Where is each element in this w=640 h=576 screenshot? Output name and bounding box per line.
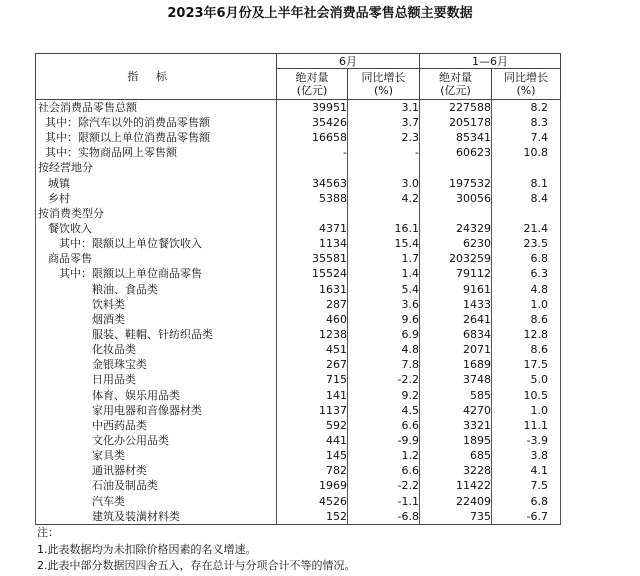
june-absolute-value: 141 [277, 388, 348, 403]
h1-yoy-value: 17.5 [492, 357, 561, 372]
h1-absolute-value: 24329 [420, 221, 492, 236]
yoy-unit: (%) [516, 84, 536, 97]
row-label: 饮料类 [36, 297, 277, 312]
table-row [36, 463, 561, 478]
h1-yoy-value: 7.5 [492, 478, 561, 493]
footnote-label: 注： [37, 526, 59, 539]
table-row [36, 297, 561, 312]
h1-yoy-value: 6.8 [492, 251, 561, 266]
absolute-label: 绝对量 [439, 71, 472, 84]
h1-yoy-value: 8.3 [492, 115, 561, 130]
h1-yoy-value: 7.4 [492, 130, 561, 145]
june-absolute-value: 460 [277, 312, 348, 327]
june-yoy-value: -9.9 [348, 433, 420, 448]
table-row [36, 509, 561, 525]
h1-absolute-value: 85341 [420, 130, 492, 145]
table-row [36, 312, 561, 327]
row-label: 烟酒类 [36, 312, 277, 327]
june-yoy-value: 3.0 [348, 176, 420, 191]
june-yoy-value: -6.8 [348, 509, 420, 525]
h1-yoy-value: -6.7 [492, 509, 561, 525]
june-yoy-value [348, 160, 420, 175]
june-yoy-value: - [348, 145, 420, 160]
table-row [36, 221, 561, 236]
h1-yoy-header [492, 69, 561, 100]
footnote-item: 1.此表数据均为未扣除价格因素的名义增速。 [37, 542, 257, 556]
h1-yoy-value: 5.0 [492, 372, 561, 387]
h1-yoy-value: 10.8 [492, 145, 561, 160]
june-yoy-value: 6.9 [348, 327, 420, 342]
h1-yoy-value: 4.8 [492, 282, 561, 297]
h1-absolute-value: 203259 [420, 251, 492, 266]
footnote-item: 2.此表中部分数据因四舍五入，存在总计与分项合计不等的情况。 [37, 559, 356, 572]
row-label: 体育、娱乐用品类 [36, 388, 277, 403]
june-yoy-value: 15.4 [348, 236, 420, 251]
june-absolute-value: 4526 [277, 494, 348, 509]
row-label: 社会消费品零售总额 [36, 100, 277, 116]
june-absolute-value: 287 [277, 297, 348, 312]
row-label: 文化办公用品类 [36, 433, 277, 448]
row-label: 金银珠宝类 [36, 357, 277, 372]
table-row [36, 130, 561, 145]
june-yoy-value: 1.4 [348, 266, 420, 281]
june-yoy-value: 3.7 [348, 115, 420, 130]
h1-yoy-value: 8.6 [492, 312, 561, 327]
june-absolute-value: 1238 [277, 327, 348, 342]
page-title: 2023年6月份及上半年社会消费品零售总额主要数据 [167, 6, 473, 21]
june-yoy-value: 9.2 [348, 388, 420, 403]
h1-absolute-value: 60623 [420, 145, 492, 160]
absolute-unit: (亿元) [296, 84, 328, 97]
h1-yoy-value: 3.8 [492, 448, 561, 463]
h1-yoy-value: 8.2 [492, 100, 561, 116]
table-row [36, 115, 561, 130]
table-row [36, 206, 561, 221]
h1-absolute-value: 227588 [420, 100, 492, 116]
h1-absolute-header [420, 69, 492, 100]
row-label: 城镇 [36, 176, 277, 191]
row-label: 其中：限额以上单位消费品零售额 [36, 130, 277, 145]
june-absolute-value: 145 [277, 448, 348, 463]
june-absolute-value: 1137 [277, 403, 348, 418]
table-row [36, 251, 561, 266]
h1-yoy-value: 8.4 [492, 191, 561, 206]
row-label: 家具类 [36, 448, 277, 463]
h1-absolute-value: 79112 [420, 266, 492, 281]
table-row [36, 266, 561, 281]
table-header [36, 54, 561, 100]
june-yoy-value: 1.2 [348, 448, 420, 463]
june-yoy-value: 7.8 [348, 357, 420, 372]
table-row [36, 388, 561, 403]
h1-absolute-value: 1433 [420, 297, 492, 312]
h1-absolute-value: 1689 [420, 357, 492, 372]
yoy-label: 同比增长 [361, 71, 406, 84]
row-label: 石油及制品类 [36, 478, 277, 493]
h1-absolute-value: 6230 [420, 236, 492, 251]
june-absolute-value: 39951 [277, 100, 348, 116]
june-absolute-value: 152 [277, 509, 348, 525]
h1-absolute-value: 3321 [420, 418, 492, 433]
june-yoy-header [348, 69, 420, 100]
table-row [36, 342, 561, 357]
june-absolute-value: 5388 [277, 191, 348, 206]
absolute-unit: (亿元) [440, 84, 471, 97]
data-table [35, 53, 561, 525]
june-yoy-value: 4.8 [348, 342, 420, 357]
absolute-label: 绝对量 [295, 71, 329, 84]
h1-absolute-value: 3748 [420, 372, 492, 387]
june-yoy-value: 3.6 [348, 297, 420, 312]
june-absolute-value: 35426 [277, 115, 348, 130]
row-label: 粮油、食品类 [36, 282, 277, 297]
table-row [36, 191, 561, 206]
h1-absolute-value: 4270 [420, 403, 492, 418]
h1-yoy-value: 8.6 [492, 342, 561, 357]
h1-absolute-value [420, 160, 492, 175]
footnotes [37, 525, 356, 575]
table-row [36, 357, 561, 372]
h1-absolute-value: 6834 [420, 327, 492, 342]
row-label: 商品零售 [36, 251, 277, 266]
june-yoy-value: 5.4 [348, 282, 420, 297]
h1-yoy-value: 10.5 [492, 388, 561, 403]
row-label: 通讯器材类 [36, 463, 277, 478]
h1-absolute-value: 11422 [420, 478, 492, 493]
h1-yoy-value: 21.4 [492, 221, 561, 236]
june-yoy-value: 1.7 [348, 251, 420, 266]
h1-absolute-value: 585 [420, 388, 492, 403]
table-row [36, 100, 561, 116]
row-label: 日用品类 [36, 372, 277, 387]
table-row [36, 145, 561, 160]
h1-yoy-value: 11.1 [492, 418, 561, 433]
june-absolute-value: 1969 [277, 478, 348, 493]
h1-absolute-value: 3228 [420, 463, 492, 478]
table-row [36, 403, 561, 418]
june-yoy-value: 4.2 [348, 191, 420, 206]
h1-absolute-value: 22409 [420, 494, 492, 509]
june-absolute-value: 34563 [277, 176, 348, 191]
june-absolute-value [277, 206, 348, 221]
h1-absolute-value: 2641 [420, 312, 492, 327]
june-header: 6月 [277, 54, 420, 69]
h1-yoy-value: 6.3 [492, 266, 561, 281]
june-yoy-value [348, 206, 420, 221]
table-row [36, 478, 561, 493]
h1-absolute-value: 2071 [420, 342, 492, 357]
h1-absolute-value: 197532 [420, 176, 492, 191]
h1-yoy-value [492, 160, 561, 175]
june-yoy-value: 4.5 [348, 403, 420, 418]
row-label: 家用电器和音像器材类 [36, 403, 277, 418]
june-yoy-value: 6.6 [348, 418, 420, 433]
table-row [36, 372, 561, 387]
row-label: 餐饮收入 [36, 221, 277, 236]
june-yoy-value: 9.6 [348, 312, 420, 327]
june-absolute-value: 715 [277, 372, 348, 387]
june-absolute-value: 441 [277, 433, 348, 448]
june-absolute-value: 451 [277, 342, 348, 357]
h1-absolute-value: 205178 [420, 115, 492, 130]
june-absolute-value: 16658 [277, 130, 348, 145]
table-row [36, 494, 561, 509]
table-body [36, 100, 561, 525]
june-absolute-value: 1134 [277, 236, 348, 251]
june-absolute-value [277, 160, 348, 175]
h1-yoy-value: 23.5 [492, 236, 561, 251]
h1-yoy-value: 12.8 [492, 327, 561, 342]
row-label: 其中：限额以上单位餐饮收入 [36, 236, 277, 251]
yoy-label: 同比增长 [504, 71, 548, 84]
table-row [36, 418, 561, 433]
indicator-header: 指标 [36, 54, 277, 100]
h1-absolute-value: 9161 [420, 282, 492, 297]
h1-absolute-value: 685 [420, 448, 492, 463]
table-row [36, 433, 561, 448]
section-label: 按消费类型分 [36, 206, 277, 221]
row-label: 其中：除汽车以外的消费品零售额 [36, 115, 277, 130]
june-yoy-value: -1.1 [348, 494, 420, 509]
table-row [36, 282, 561, 297]
june-absolute-value: 1631 [277, 282, 348, 297]
june-yoy-value: -2.2 [348, 372, 420, 387]
h1-yoy-value: 1.0 [492, 297, 561, 312]
h1-yoy-value: -3.9 [492, 433, 561, 448]
h1-absolute-value: 735 [420, 509, 492, 525]
row-label: 建筑及装潢材料类 [36, 509, 277, 525]
table-row [36, 448, 561, 463]
table-row [36, 176, 561, 191]
june-absolute-header [277, 69, 348, 100]
row-label: 化妆品类 [36, 342, 277, 357]
row-label: 其中：实物商品网上零售额 [36, 145, 277, 160]
row-label: 服装、鞋帽、针纺织品类 [36, 327, 277, 342]
row-label: 乡村 [36, 191, 277, 206]
june-yoy-value: 16.1 [348, 221, 420, 236]
june-absolute-value: 35581 [277, 251, 348, 266]
june-absolute-value: - [277, 145, 348, 160]
june-absolute-value: 782 [277, 463, 348, 478]
june-absolute-value: 267 [277, 357, 348, 372]
h1-yoy-value: 6.8 [492, 494, 561, 509]
h1-absolute-value: 1895 [420, 433, 492, 448]
june-absolute-value: 592 [277, 418, 348, 433]
june-absolute-value: 4371 [277, 221, 348, 236]
june-absolute-value: 15524 [277, 266, 348, 281]
june-yoy-value: 6.6 [348, 463, 420, 478]
section-label: 按经营地分 [36, 160, 277, 175]
h1-yoy-value: 8.1 [492, 176, 561, 191]
june-yoy-value: 2.3 [348, 130, 420, 145]
row-label: 中西药品类 [36, 418, 277, 433]
h1-header: 1—6月 [420, 54, 561, 69]
h1-yoy-value: 4.1 [492, 463, 561, 478]
h1-yoy-value [492, 206, 561, 221]
row-label: 汽车类 [36, 494, 277, 509]
h1-yoy-value: 1.0 [492, 403, 561, 418]
table-row [36, 160, 561, 175]
h1-absolute-value: 30056 [420, 191, 492, 206]
june-yoy-value: -2.2 [348, 478, 420, 493]
yoy-unit: (%) [373, 84, 394, 97]
table-row [36, 327, 561, 342]
row-label: 其中：限额以上单位商品零售 [36, 266, 277, 281]
header-row-periods [36, 54, 561, 69]
table-row [36, 236, 561, 251]
june-yoy-value: 3.1 [348, 100, 420, 116]
h1-absolute-value [420, 206, 492, 221]
